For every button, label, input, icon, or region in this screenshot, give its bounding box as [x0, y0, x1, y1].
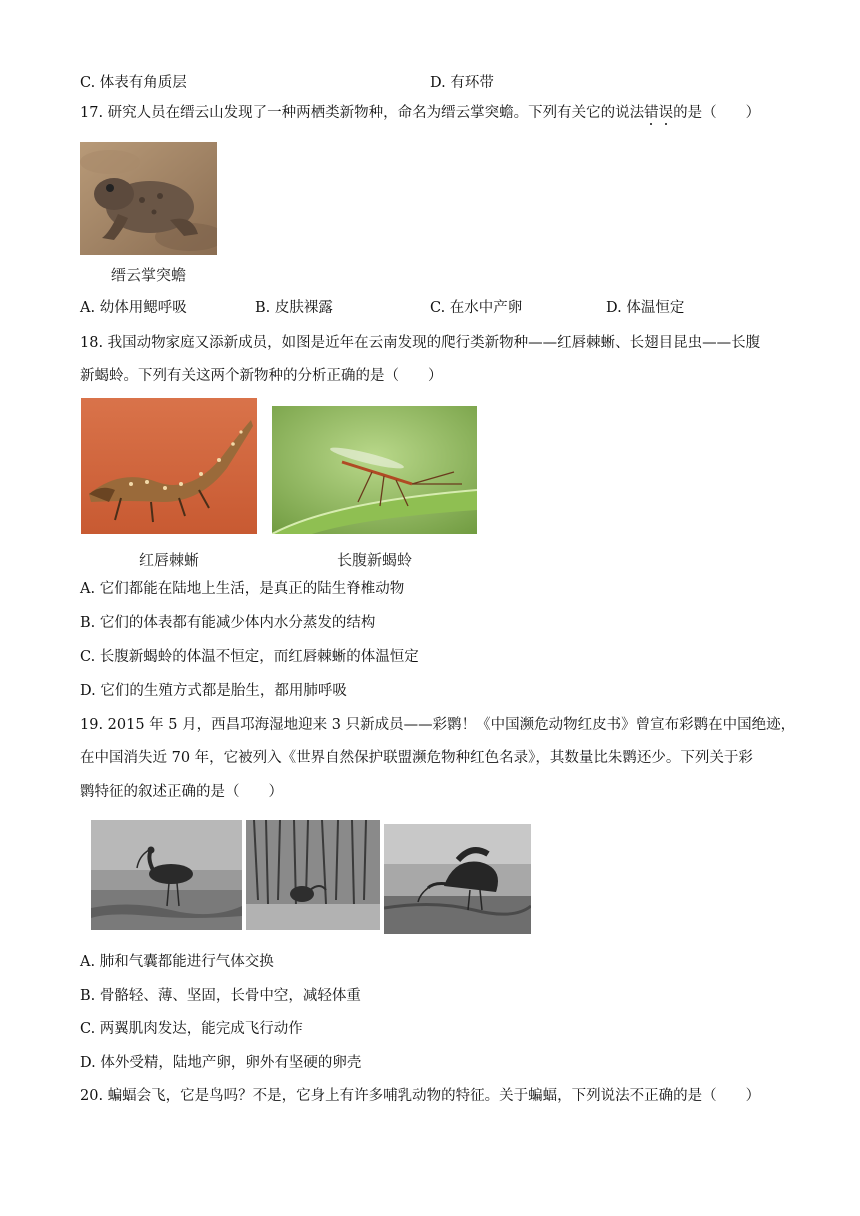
- q17-option-d: D. 体温恒定: [606, 300, 685, 316]
- q17-option-c: C. 在水中产卵: [430, 300, 523, 316]
- q18-option-b: B. 它们的体表都有能减少体内水分蒸发的结构: [80, 615, 376, 631]
- q19-option-c: C. 两翼肌肉发达，能完成飞行动作: [80, 1021, 303, 1037]
- q18-option-d: D. 它们的生殖方式都是胎生，都用肺呼吸: [80, 683, 347, 699]
- q16-option-c: C. 体表有角质层: [80, 75, 187, 91]
- q20-stem: 20. 蝙蝠会飞，它是鸟吗？不是，它身上有许多哺乳动物的特征。关于蝙蝠，下列说法不正确的是（ ）: [80, 1088, 761, 1104]
- q16-option-d: D. 有环带: [430, 75, 494, 91]
- q18-option-a: A. 它们都能在陆地上生活，是真正的陆生脊椎动物: [80, 581, 405, 597]
- q19-option-a: A. 肺和气囊都能进行气体交换: [80, 954, 274, 970]
- q17-emphasis-char-2: 误: [658, 105, 674, 121]
- scorpionfly-photo: [272, 406, 477, 534]
- q19-option-d: D. 体外受精，陆地产卵，卵外有坚硬的卵壳: [80, 1055, 362, 1071]
- q17-emphasis-char-1: 错: [644, 105, 659, 121]
- lizard-photo: [81, 398, 257, 534]
- q17-option-b: B. 皮肤裸露: [255, 300, 333, 316]
- q17-stem-before: 17. 研究人员在缙云山发现了一种两栖类新物种，命名为缙云掌突蟾。下列有关它的说法: [80, 105, 645, 121]
- q19-stem-line-2: 在中国消失近 70 年，它被列入《世界自然保护联盟濒危物种红色名录》，其数量比朱鹮还少。下列关于彩: [80, 750, 753, 766]
- q18-caption-right: 长腹新蝎蛉: [336, 551, 412, 569]
- q17-stem: [80, 103, 760, 123]
- q18-stem-line-2: 新蝎蛉。下列有关这两个新物种的分析正确的是（ ）: [80, 368, 443, 384]
- ibis-photo-1: [91, 820, 242, 930]
- toad-photo: [80, 142, 217, 255]
- ibis-photo-2: [246, 820, 380, 930]
- q19-option-b: B. 骨骼轻、薄、坚固，长骨中空，减轻体重: [80, 988, 361, 1004]
- q18-option-c: C. 长腹新蝎蛉的体温不恒定，而红唇棘蜥的体温恒定: [80, 649, 419, 665]
- q17-caption: 缙云掌突蟾: [110, 266, 186, 284]
- q17-stem-after: 的是（ ）: [673, 105, 761, 121]
- q19-stem-line-1: 19. 2015 年 5 月，西昌邛海湿地迎来 3 只新成员——彩鹮！《中国濒危动物红皮书》曾宣布彩鹮在中国绝迹，: [80, 717, 796, 733]
- q18-stem-line-1: 18. 我国动物家庭又添新成员，如图是近年在云南发现的爬行类新物种——红唇棘蜥、长翅目昆虫——长腹: [80, 335, 761, 351]
- ibis-photo-3: [384, 824, 531, 934]
- q19-stem-line-3: 鹮特征的叙述正确的是（ ）: [80, 784, 283, 800]
- q17-option-a: A. 幼体用鳃呼吸: [80, 300, 187, 316]
- q18-caption-left: 红唇棘蜥: [138, 551, 199, 569]
